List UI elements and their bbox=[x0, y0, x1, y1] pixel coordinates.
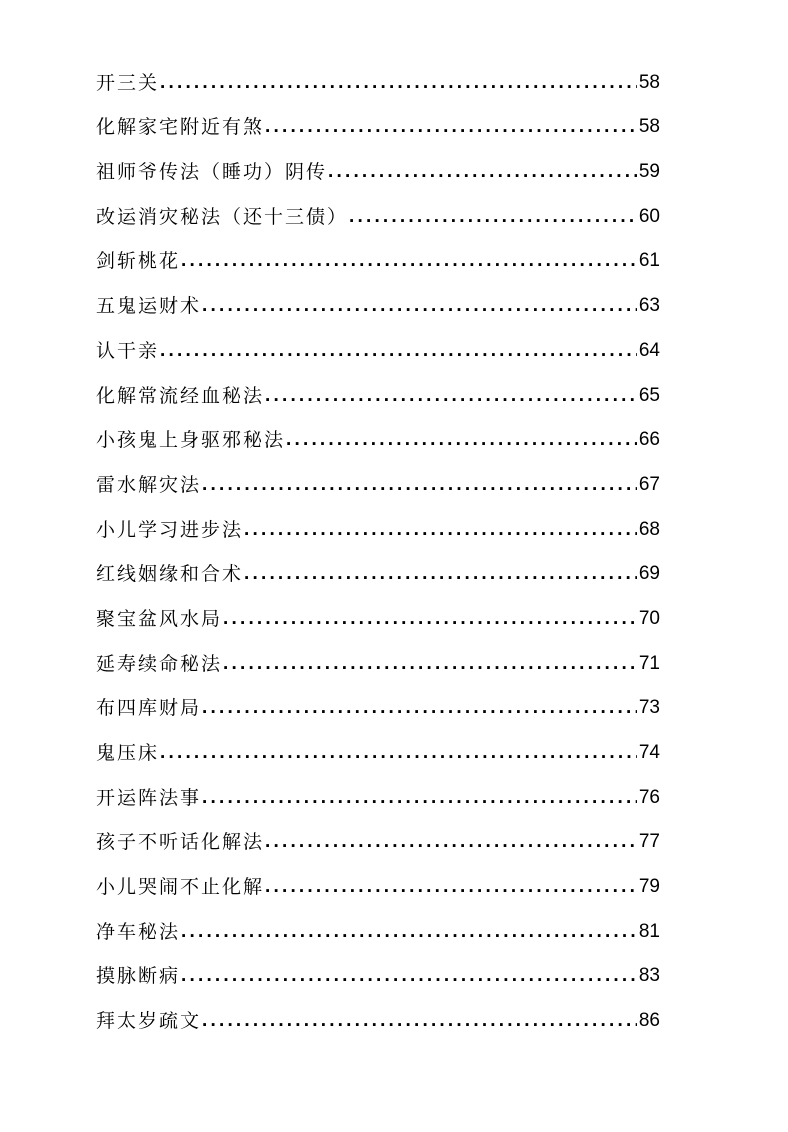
toc-leader-dots bbox=[264, 830, 637, 854]
toc-entry-page: 71 bbox=[638, 652, 660, 674]
toc-entry[interactable] bbox=[96, 631, 660, 676]
toc-entry-title: 开三关 bbox=[96, 71, 160, 94]
toc-entry-title: 小儿哭闹不止化解 bbox=[96, 876, 265, 899]
toc-entry-title: 雷水解灾法 bbox=[96, 473, 202, 496]
toc-entry-page: 59 bbox=[638, 161, 660, 183]
toc-entry-title: 化解家宅附近有煞 bbox=[96, 116, 265, 139]
toc-entry-page: 61 bbox=[638, 250, 660, 272]
toc-entry-title: 延寿续命秘法 bbox=[96, 652, 223, 675]
toc-entry-page: 77 bbox=[638, 831, 660, 853]
toc-leader-dots bbox=[264, 115, 637, 139]
toc-entry-title: 拜太岁疏文 bbox=[96, 1010, 202, 1033]
toc-entry[interactable] bbox=[96, 720, 660, 765]
toc-entry-title: 改运消灾秘法（还十三债） bbox=[96, 205, 349, 228]
toc-entry-page: 76 bbox=[638, 786, 660, 808]
toc-entry-title: 五鬼运财术 bbox=[96, 295, 202, 318]
toc-leader-dots bbox=[243, 518, 637, 542]
toc-leader-dots bbox=[159, 741, 637, 765]
toc-entry-page: 70 bbox=[638, 607, 660, 629]
toc-entry-title: 开运阵法事 bbox=[96, 786, 202, 809]
toc-leader-dots bbox=[327, 160, 637, 184]
toc-entry[interactable] bbox=[96, 765, 660, 810]
toc-entry-page: 64 bbox=[638, 339, 660, 361]
toc-leader-dots bbox=[159, 71, 637, 95]
toc-entry[interactable] bbox=[96, 363, 660, 408]
toc-entry[interactable] bbox=[96, 988, 660, 1033]
toc-entry[interactable] bbox=[96, 229, 660, 274]
toc-entry[interactable] bbox=[96, 408, 660, 453]
toc-entry-title: 小孩鬼上身驱邪秘法 bbox=[96, 429, 286, 452]
toc-leader-dots bbox=[348, 205, 637, 229]
toc-entry-title: 孩子不听话化解法 bbox=[96, 831, 265, 854]
toc-entry-page: 83 bbox=[638, 965, 660, 987]
toc-entry-title: 认干亲 bbox=[96, 339, 160, 362]
toc-entry-page: 79 bbox=[638, 876, 660, 898]
toc-entry-page: 65 bbox=[638, 384, 660, 406]
toc-entry-page: 73 bbox=[638, 697, 660, 719]
toc-entry-title: 聚宝盆风水局 bbox=[96, 607, 223, 630]
toc-entry[interactable] bbox=[96, 184, 660, 229]
toc-entry-page: 81 bbox=[638, 920, 660, 942]
toc-leader-dots bbox=[285, 428, 637, 452]
toc-leader-dots bbox=[264, 384, 637, 408]
toc-leader-dots bbox=[201, 1009, 637, 1033]
toc-leader-dots bbox=[222, 652, 637, 676]
toc-entry-page: 66 bbox=[638, 429, 660, 451]
toc-entry-page: 68 bbox=[638, 518, 660, 540]
toc-leader-dots bbox=[201, 786, 637, 810]
toc-entry[interactable] bbox=[96, 50, 660, 95]
toc-leader-dots bbox=[180, 249, 637, 273]
toc-entry-page: 67 bbox=[638, 473, 660, 495]
toc-entry-title: 剑斩桃花 bbox=[96, 250, 181, 273]
toc-entry-page: 63 bbox=[638, 295, 660, 317]
toc-entry-page: 60 bbox=[638, 205, 660, 227]
toc-entry-page: 86 bbox=[638, 1010, 660, 1032]
toc-leader-dots bbox=[180, 920, 637, 944]
toc-leader-dots bbox=[159, 339, 637, 363]
toc-entry-title: 红线姻缘和合术 bbox=[96, 563, 244, 586]
toc-entry-title: 祖师爷传法（睡功）阴传 bbox=[96, 161, 328, 184]
toc-entry-page: 58 bbox=[638, 71, 660, 93]
toc-entry[interactable] bbox=[96, 676, 660, 721]
toc-entry-title: 摸脉断病 bbox=[96, 965, 181, 988]
toc-entry-title: 鬼压床 bbox=[96, 742, 160, 764]
toc-entry[interactable] bbox=[96, 318, 660, 363]
toc-leader-dots bbox=[243, 562, 637, 586]
toc-leader-dots bbox=[180, 964, 637, 988]
toc-entry[interactable] bbox=[96, 542, 660, 587]
toc-entry[interactable] bbox=[96, 497, 660, 542]
toc-entry-page: 74 bbox=[638, 742, 660, 763]
toc-entry-title: 小儿学习进步法 bbox=[96, 518, 244, 541]
toc-entry-title: 布四库财局 bbox=[96, 697, 202, 720]
toc-entry-title: 化解常流经血秘法 bbox=[96, 384, 265, 407]
toc-entry[interactable] bbox=[96, 854, 660, 899]
table-of-contents bbox=[96, 50, 660, 1033]
toc-entry-page: 69 bbox=[638, 563, 660, 585]
toc-entry[interactable] bbox=[96, 95, 660, 140]
toc-leader-dots bbox=[201, 294, 637, 318]
toc-entry-title: 净车秘法 bbox=[96, 920, 181, 943]
toc-entry-page: 58 bbox=[638, 116, 660, 138]
toc-entry[interactable] bbox=[96, 273, 660, 318]
toc-entry[interactable] bbox=[96, 452, 660, 497]
toc-entry[interactable] bbox=[96, 899, 660, 944]
toc-entry[interactable] bbox=[96, 944, 660, 989]
toc-leader-dots bbox=[264, 875, 637, 899]
toc-entry[interactable] bbox=[96, 586, 660, 631]
toc-leader-dots bbox=[201, 473, 637, 497]
toc-entry[interactable] bbox=[96, 139, 660, 184]
toc-entry[interactable] bbox=[96, 810, 660, 855]
toc-leader-dots bbox=[222, 607, 637, 631]
toc-leader-dots bbox=[201, 696, 637, 720]
